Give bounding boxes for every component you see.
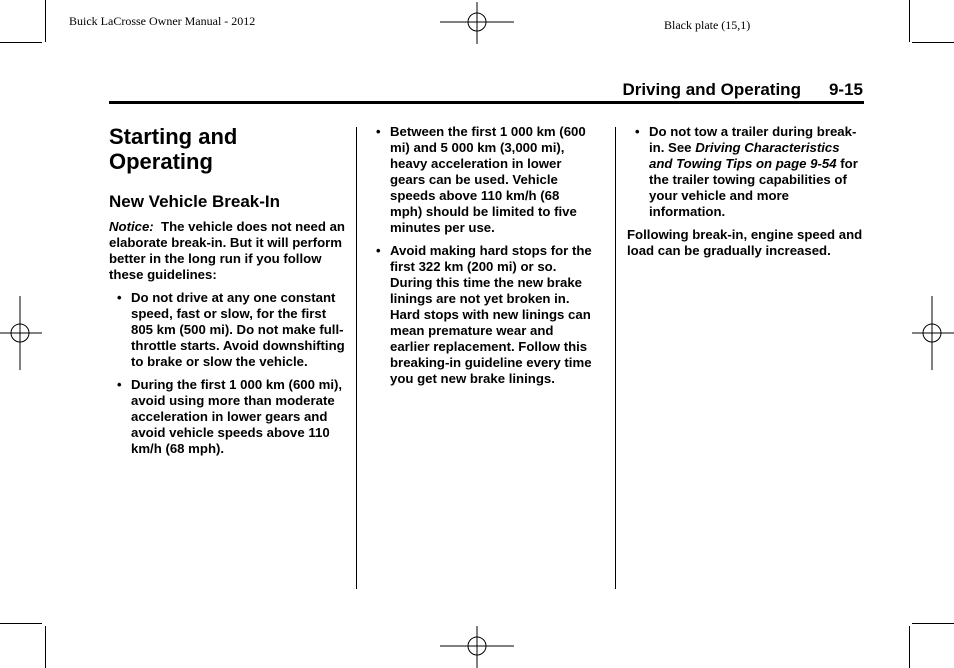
- list-item: [368, 124, 594, 236]
- list-item: [627, 124, 863, 220]
- running-head: [622, 80, 863, 100]
- column-1: [109, 124, 345, 464]
- column-2: [368, 124, 594, 394]
- crop-mark: [909, 0, 910, 42]
- list-item-text: for the trailer towing capabilities of your vehicle and more information.: [649, 156, 858, 219]
- column-divider: [356, 127, 357, 589]
- section-title: Starting and Operating: [109, 124, 238, 174]
- paragraph: Following break-in, engine speed and load can be gradually increased.: [627, 227, 863, 258]
- bullet-icon: •: [117, 377, 122, 392]
- crop-mark: [909, 626, 910, 668]
- registration-mark-icon: [440, 626, 514, 668]
- header-rule: [109, 101, 864, 104]
- bullet-icon: •: [117, 290, 122, 305]
- column-divider: [615, 127, 616, 589]
- notice-paragraph: [109, 219, 345, 283]
- crop-mark: [0, 42, 42, 43]
- crop-mark: [0, 623, 42, 624]
- print-header-right: Black plate (15,1): [664, 18, 751, 32]
- bullet-icon: •: [635, 124, 640, 139]
- list-item-text: Avoid making hard stops for the first 322 km (200 mi) or so. During this time the new brake linings are not yet broken in. Hard stops with new linings can mean premature wear and earlier replacement. Follow this breaking-in guideline every time you get new brake linings.: [390, 243, 592, 386]
- bullet-icon: •: [376, 243, 381, 258]
- list-item: [109, 290, 345, 370]
- registration-mark-icon: [0, 296, 42, 370]
- crop-mark: [45, 0, 46, 42]
- list-item-text: During the first 1 000 km (600 mi), avoid using more than moderate acceleration in lower gears and avoid vehicle speeds above 110 km/h (68 mph).: [131, 377, 343, 456]
- crop-mark: [912, 42, 954, 43]
- notice-text: The vehicle does not need an elaborate break-in. But it will perform better in the long run if you follow these guidelines:: [109, 219, 345, 282]
- cross-reference-link[interactable]: Driving Characteristics and Towing Tips on page 9-54: [649, 140, 840, 171]
- list-item: [109, 377, 345, 457]
- page-number: 9-15: [828, 80, 863, 99]
- notice-label: Notice:: [109, 219, 154, 234]
- crop-mark: [45, 626, 46, 668]
- list-item: [368, 243, 594, 387]
- crop-mark: [912, 623, 954, 624]
- registration-mark-icon: [912, 296, 954, 370]
- subsection-title: New Vehicle Break-In: [109, 192, 281, 211]
- registration-mark-icon: [440, 2, 514, 44]
- list-item-text: Between the first 1 000 km (600 mi) and 5 000 km (3,000 mi), heavy acceleration in lower gears can be used. Vehicle speeds above 110 km/h (68 mph) should be limited to five minutes per use.: [390, 124, 586, 235]
- column-3: [627, 124, 863, 266]
- running-head-section: Driving and Operating: [622, 80, 801, 99]
- bullet-icon: •: [376, 124, 381, 139]
- list-item-text: Do not tow a trailer during break-in. See: [649, 124, 857, 155]
- list-item-text: Do not drive at any one constant speed, fast or slow, for the first 805 km (500 mi). Do not make full-throttle starts. Avoid downshifting to brake or slow the vehicle.: [131, 290, 345, 369]
- print-header-left: Buick LaCrosse Owner Manual - 2012: [69, 14, 256, 28]
